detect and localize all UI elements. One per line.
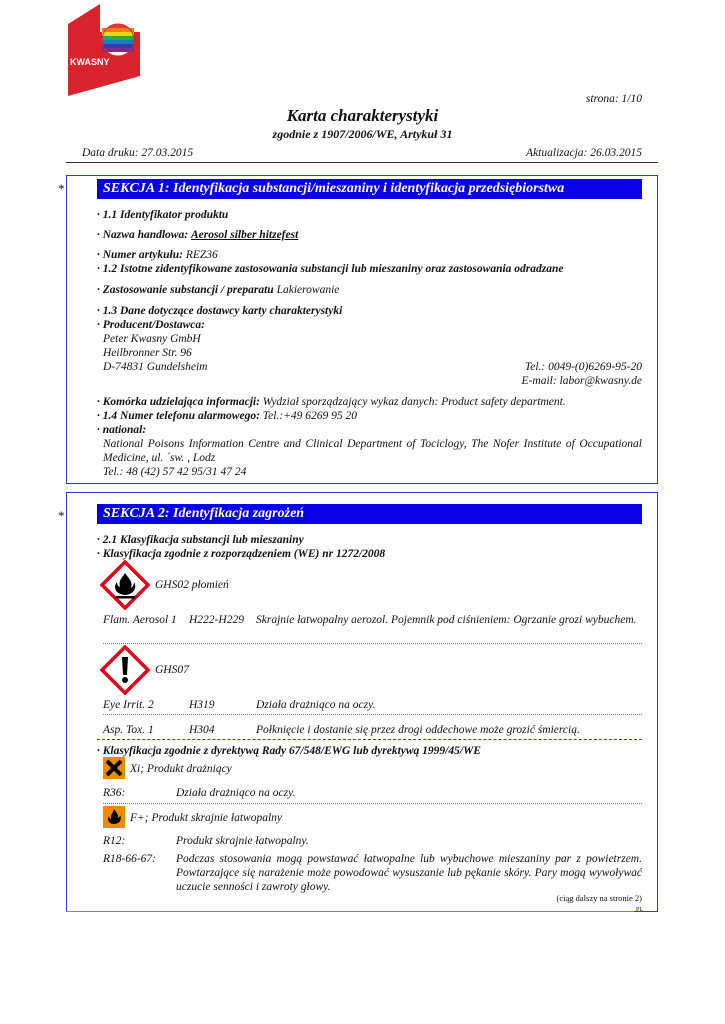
- ghs02-label: GHS02 płomień: [155, 579, 229, 591]
- emergency-row: [97, 409, 357, 423]
- company-city: D-74831 Gundelsheim: [103, 361, 208, 373]
- r12-text: Produkt skrajnie łatwopalny.: [176, 835, 309, 847]
- hazard-code-eye: H319: [189, 699, 215, 711]
- section1-heading: SEKCJA 1: Identyfikacja substancji/mieszaniny i identyfikacja przedsiębiorstwa: [97, 179, 642, 199]
- company-email[interactable]: E-mail: labor@kwasny.de: [521, 375, 642, 387]
- r36-text: Działa drażniąco na oczy.: [176, 787, 296, 799]
- hazard-code-asp: H304: [189, 724, 215, 736]
- national-text: National Poisons Information Centre and Clinical Department of Tociclogy, The Nofer Institute of Occupational Medicine, ul. ´sw. , Lodz: [103, 438, 642, 464]
- article-number: REZ36: [185, 249, 218, 261]
- national-label: · national:: [97, 424, 147, 436]
- hazard-text-flam: Skrajnie łatwopalny aerozol. Pojemnik pod ciśnieniem: Ogrzanie grozi wybuchem.: [256, 614, 637, 626]
- emergency-label: · 1.4 Numer telefonu alarmowego:: [97, 410, 260, 422]
- hazard-category-eye: Eye Irrit. 2: [103, 699, 154, 711]
- page-number: strona: 1/10: [585, 93, 642, 105]
- ghs02-flame-icon: [100, 560, 150, 615]
- r18-code: R18-66-67:: [103, 853, 157, 865]
- info-label: · Komórka udzielająca informacji:: [97, 396, 260, 408]
- r12-code: R12:: [103, 835, 126, 847]
- section1-change-marker: *: [58, 181, 65, 196]
- continued-note: (ciąg dalszy na stronie 2): [556, 893, 642, 903]
- classification-heading: · 2.1 Klasyfikacja substancji lub mieszaniny: [97, 534, 304, 546]
- xi-label: Xi; Produkt drażniący: [130, 763, 232, 775]
- update-date: Aktualizacja: 26.03.2015: [526, 147, 642, 159]
- trade-name-row: [97, 228, 298, 242]
- dsd-heading: · Klasyfikacja zgodnie z dyrektywą Rady 67/548/EWG lub dyrektywą 1999/45/WE: [97, 745, 481, 757]
- dashed-separator: [97, 739, 642, 740]
- article-row: [97, 248, 218, 262]
- relevant-uses: · 1.2 Istotne zidentyfikowane zastosowania substancji lub mieszaniny oraz zastosowania odradzane: [97, 263, 564, 275]
- supplier-heading: · 1.3 Dane dotyczące dostawcy karty charakterystyki: [97, 305, 343, 317]
- ghs07-exclamation-icon: [100, 645, 150, 700]
- kwasny-logo: [66, 2, 144, 98]
- company-tel: Tel.: 0049-(0)6269-95-20: [524, 361, 642, 373]
- r36-code: R36:: [103, 787, 126, 799]
- product-identifier: · 1.1 Identyfikator produktu: [97, 209, 229, 221]
- info-value: Wydział sporządzający wykaz danych: Product safety department.: [262, 396, 566, 408]
- info-row: [97, 395, 566, 409]
- trade-name: Aerosol silber hitzefest: [190, 229, 299, 241]
- section2-change-marker: *: [58, 508, 65, 523]
- footer-rule: [66, 911, 634, 912]
- section2-heading: SEKCJA 2: Identyfikacja zagrożeń: [97, 504, 642, 524]
- company-street: Heilbronner Str. 96: [103, 347, 192, 359]
- document-title: Karta charakterystyki: [286, 106, 439, 125]
- hazard-text-asp: Połknięcie i dostanie się przez drogi oddechowe może grozić śmiercią.: [256, 724, 580, 736]
- clp-heading: · Klasyfikacja zgodnie z rozporządzeniem (WE) nr 1272/2008: [97, 548, 386, 560]
- logo-text: KWASNY: [70, 57, 110, 67]
- trade-name-label: · Nazwa handlowa:: [97, 229, 189, 241]
- hazard-text-eye: Działa drażniąco na oczy.: [256, 699, 376, 711]
- fplus-label: F+; Produkt skrajnie łatwopalny: [130, 812, 283, 824]
- xi-irritant-icon: [103, 757, 125, 784]
- ghs07-label: GHS07: [155, 664, 189, 676]
- company-name: Peter Kwasny GmbH: [103, 333, 201, 345]
- language-code: PL: [636, 907, 644, 913]
- hazard-category-asp: Asp. Tox. 1: [103, 724, 154, 736]
- dotted-separator: [103, 714, 642, 715]
- r18-text: Podczas stosowania mogą powstawać łatwopalne lub wybuchowe mieszaniny par z powietrzem. Powtarzające się narażenie może powodować wysuszanie lub pękanie skóry. Pary mogą wywoływać uczucie senności i zawroty głowy.: [176, 853, 642, 893]
- print-date: Data druku: 27.03.2015: [82, 147, 194, 159]
- producer-label: · Producent/Dostawca:: [97, 319, 205, 331]
- document-subtitle: zgodnie z 1907/2006/WE, Artykuł 31: [272, 127, 453, 141]
- article-label: · Numer artykułu:: [97, 249, 183, 261]
- hazard-category-flam: Flam. Aerosol 1: [103, 614, 177, 626]
- hazard-code-flam: H222-H229: [189, 614, 244, 626]
- header-rule: [66, 162, 658, 163]
- dotted-separator: [103, 803, 642, 804]
- dotted-separator: [103, 643, 642, 644]
- fplus-flammable-icon: [103, 806, 125, 833]
- national-tel: Tel.: 48 (42) 57 42 95/31 47 24: [103, 466, 247, 478]
- emergency-value: Tel.:+49 6269 95 20: [262, 410, 358, 422]
- application-value: Lakierowanie: [276, 284, 340, 296]
- application-row: [97, 283, 339, 297]
- application-label: · Zastosowanie substancji / preparatu: [97, 284, 274, 296]
